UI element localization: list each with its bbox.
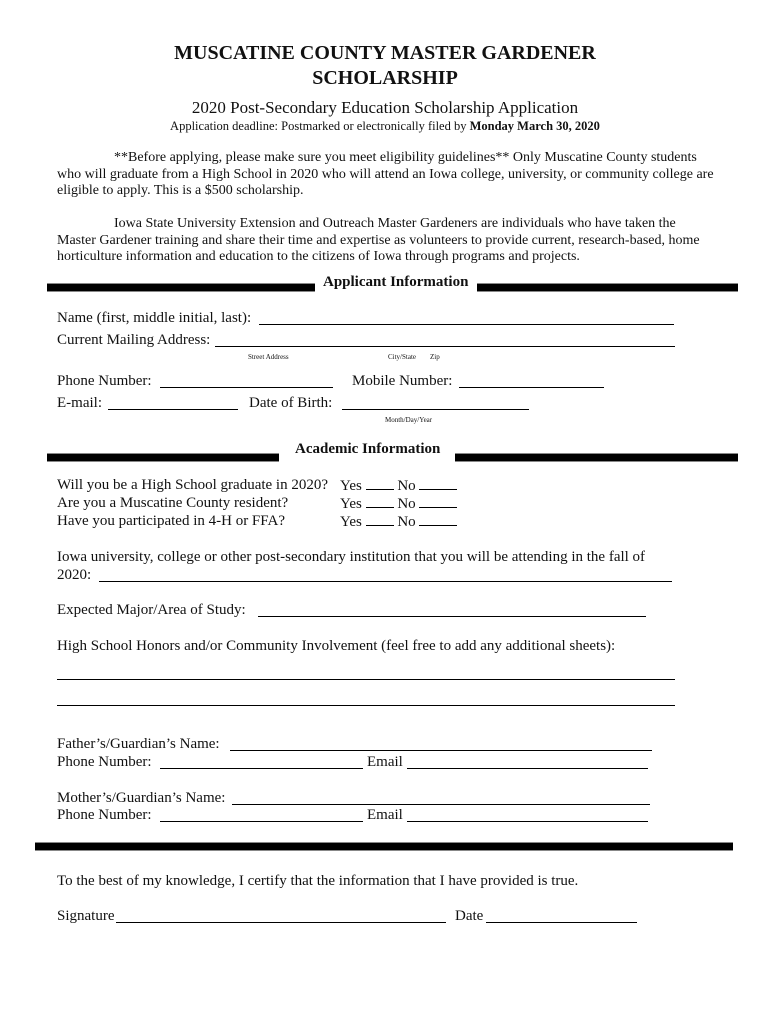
- form-title-line2: SCHOLARSHIP: [312, 67, 458, 89]
- signature-label: Signature: [57, 908, 115, 924]
- deadline-date: Monday March 30, 2020: [469, 119, 600, 133]
- name-field[interactable]: [259, 324, 674, 325]
- certification-divider: [35, 842, 733, 851]
- eligibility-paragraph: **Before applying, please make sure you meet eligibility guidelines** Only Muscatine County students who will graduate from a High School in 2020 who will attend an Iowa college, university, or community college are eligible to apply. This is a $500 scholarship.: [57, 150, 714, 198]
- honors-label: High School Honors and/or Community Involvement (feel free to add any additional sheets):: [57, 638, 616, 654]
- form-subtitle: 2020 Post-Secondary Education Scholarship Application: [191, 98, 579, 117]
- father-email-field[interactable]: [407, 768, 648, 769]
- email-label: E-mail:: [57, 395, 102, 411]
- mother-email-label: Email: [367, 807, 403, 823]
- father-email-label: Email: [367, 754, 403, 770]
- honors-field-line[interactable]: [57, 679, 675, 680]
- date-field[interactable]: [486, 922, 637, 923]
- major-label: Expected Major/Area of Study:: [57, 602, 246, 618]
- institution-field[interactable]: [99, 581, 672, 582]
- dob-label: Date of Birth:: [249, 395, 333, 411]
- city-state-hint: City/State: [388, 353, 416, 361]
- application-deadline: [0, 119, 770, 134]
- mother-phone-field[interactable]: [160, 821, 363, 822]
- mother-name-field[interactable]: [232, 804, 650, 805]
- name-label: Name (first, middle initial, last):: [57, 310, 252, 326]
- applicant-section-heading: Applicant Information: [323, 274, 469, 290]
- question-4h-ffa: Have you participated in 4-H or FFA?: [57, 513, 285, 529]
- phone-field[interactable]: [160, 387, 333, 388]
- mobile-label: Mobile Number:: [352, 373, 453, 389]
- certification-statement: To the best of my knowledge, I certify that the information that I have provided is true.: [57, 873, 579, 889]
- email-field[interactable]: [108, 409, 238, 410]
- mother-phone-label: Phone Number:: [57, 807, 152, 823]
- address-field[interactable]: [215, 346, 675, 347]
- graduate-yes-no: [340, 477, 457, 495]
- major-field[interactable]: [258, 616, 646, 617]
- section-divider-left: [47, 283, 315, 292]
- institution-label-line1: Iowa university, college or other post-secondary institution that you will be attending in the fall of: [57, 549, 646, 565]
- yes-label: Yes: [340, 496, 362, 512]
- resident-yes-field[interactable]: [366, 495, 394, 508]
- date-label: Date: [455, 908, 484, 924]
- institution-label-line2: 2020:: [57, 567, 92, 583]
- dob-hint: Month/Day/Year: [385, 416, 433, 424]
- yes-label: Yes: [340, 478, 362, 494]
- 4h-ffa-yes-field[interactable]: [366, 513, 394, 526]
- 4h-ffa-yes-no: [340, 513, 457, 531]
- form-title-line1: MUSCATINE COUNTY MASTER GARDENER: [174, 42, 596, 64]
- zip-hint: Zip: [430, 353, 440, 361]
- street-address-hint: Street Address: [248, 353, 289, 361]
- father-phone-label: Phone Number:: [57, 754, 152, 770]
- section-divider-right: [477, 283, 738, 292]
- 4h-ffa-no-field[interactable]: [419, 513, 457, 526]
- section-divider-right: [455, 453, 738, 462]
- master-gardener-paragraph: Iowa State University Extension and Outreach Master Gardeners are individuals who have taken the Master Gardener training and share their time and expertise as volunteers to provide current, research-based, home horticulture information and education to the citizens of Iowa through programs and projects.: [57, 216, 700, 264]
- mother-email-field[interactable]: [407, 821, 648, 822]
- signature-field[interactable]: [116, 922, 446, 923]
- no-label: No: [397, 514, 416, 530]
- no-label: No: [397, 496, 416, 512]
- honors-field-line[interactable]: [57, 705, 675, 706]
- academic-section-heading: Academic Information: [295, 441, 441, 457]
- graduate-yes-field[interactable]: [366, 477, 394, 490]
- mother-name-label: Mother’s/Guardian’s Name:: [57, 790, 226, 806]
- resident-yes-no: [340, 495, 457, 513]
- phone-label: Phone Number:: [57, 373, 152, 389]
- father-name-field[interactable]: [230, 750, 652, 751]
- address-label: Current Mailing Address:: [57, 332, 211, 348]
- question-graduate: Will you be a High School graduate in 2020?: [57, 477, 329, 493]
- no-label: No: [397, 478, 416, 494]
- question-resident: Are you a Muscatine County resident?: [57, 495, 289, 511]
- dob-field[interactable]: [342, 409, 529, 410]
- yes-label: Yes: [340, 514, 362, 530]
- graduate-no-field[interactable]: [419, 477, 457, 490]
- father-name-label: Father’s/Guardian’s Name:: [57, 736, 220, 752]
- section-divider-left: [47, 453, 279, 462]
- mobile-field[interactable]: [459, 387, 604, 388]
- father-phone-field[interactable]: [160, 768, 363, 769]
- deadline-prefix: Application deadline: Postmarked or electronically filed by: [170, 119, 467, 133]
- resident-no-field[interactable]: [419, 495, 457, 508]
